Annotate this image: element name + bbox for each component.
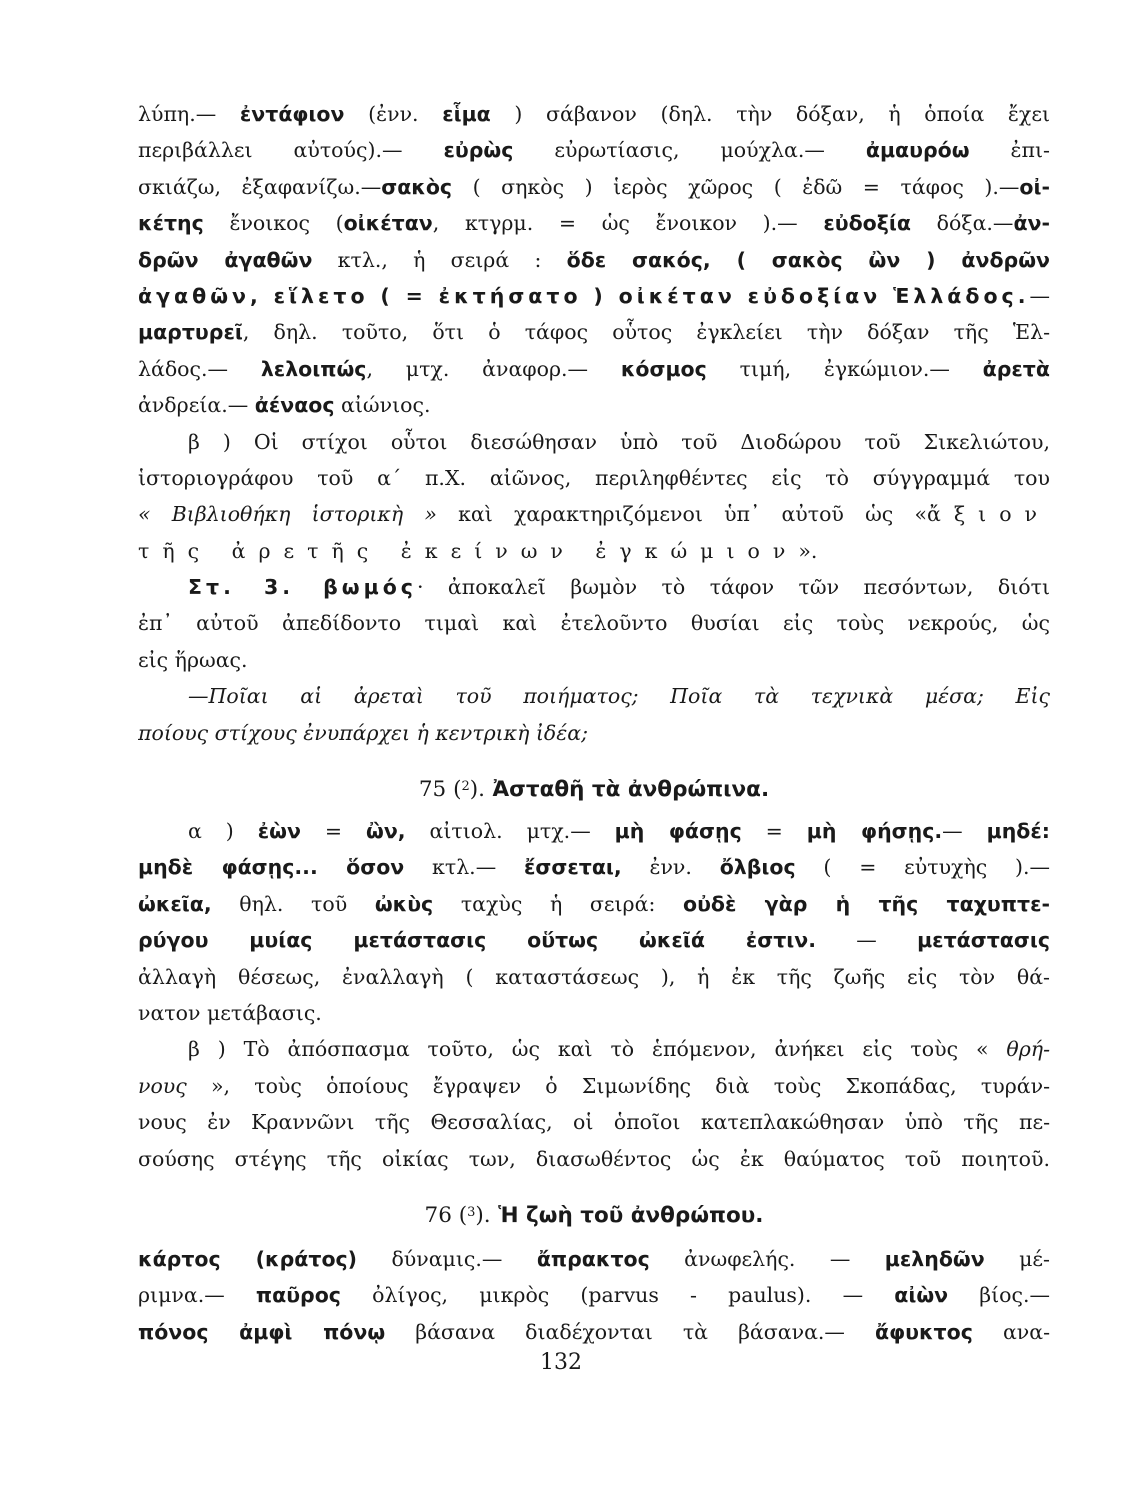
text-line: τῆς ἀρετῆς ἐκείνων ἐγκώμιον». bbox=[138, 538, 818, 563]
text-line: ἀλλαγὴ θέσεως, ἐναλλαγὴ ( καταστάσεως ), ἡ ἐκ τῆς ζωῆς εἰς τὸν θά- bbox=[138, 964, 1050, 989]
text-line: κέτης ἔνοικος (οἰκέταν, κτγρμ. = ὡς ἔνοικον ).— εὐδοξία δόξα.—ἀν- bbox=[138, 211, 1050, 236]
text-line: Στ. 3. βωμός· ἀποκαλεῖ βωμὸν τὸ τάφον τῶν πεσόντων, διότι bbox=[188, 575, 1050, 600]
text-line: β ) Τὸ ἀπόσπασμα τοῦτο, ὡς καὶ τὸ ἑπόμενον, ἀνήκει εἰς τοὺς « θρή- bbox=[188, 1037, 1050, 1062]
text-line: πόνος ἀμφὶ πόνῳ βάσανα διαδέχονται τὰ βάσανα.— ἄφυκτος ανα- bbox=[138, 1319, 1050, 1344]
text-line: ρύγου μυίας μετάστασις οὕτως ὠκεῖά ἐστιν. — μετάστασις bbox=[138, 928, 1050, 953]
question-line: ποίους στίχους ἐνυπάρχει ἡ κεντρικὴ ἰδέα; bbox=[138, 720, 589, 745]
text-line: νους », τοὺς ὁποίους ἔγραψεν ὁ Σιμωνίδης διὰ τοὺς Σκοπάδας, τυράν- bbox=[138, 1073, 1050, 1098]
text-line: κάρτος (κράτος) δύναμις.— ἄπρακτος ἀνωφελής. — μεληδῶν μέ- bbox=[138, 1246, 1050, 1271]
section-heading-75: 75 ($^2$). Ἀσταθῆ τὰ ἀνθρώπινα. bbox=[418, 777, 770, 803]
text-line: νατον μετάβασις. bbox=[138, 1000, 322, 1025]
text-line: μαρτυρεῖ, δηλ. τοῦτο, ὅτι ὁ τάφος οὗτος ἐγκλείει τὴν δόξαν τῆς Ἑλ- bbox=[138, 320, 1050, 345]
text-line: α ) ἐὼν = ὢν, αἰτιολ. μτχ.— μὴ φάσῃς = μὴ φήσῃς.— μηδέ: bbox=[188, 819, 1050, 844]
text-line: σκιάζω, ἐξαφανίζω.—σακὸς ( σηκὸς ) ἱερὸς χῶρος ( ἐδῶ = τάφος ).—οἰ- bbox=[138, 174, 1050, 199]
text-line: εἰς ἥρωας. bbox=[138, 647, 248, 672]
text-line: δρῶν ἀγαθῶν κτλ., ἡ σειρά : ὅδε σακός, ( σακὸς ὢν ) ἀνδρῶν bbox=[138, 247, 1050, 272]
page-number: 132 bbox=[540, 1350, 582, 1375]
text-line: ριμνα.— παῦρος ὀλίγος, μικρὸς (parvus - paulus). — αἰὼν βίος.— bbox=[138, 1283, 1050, 1308]
text-line: ἀγαθῶν, εἵλετο ( = ἐκτήσατο ) οἰκέταν εὐδοξίαν Ἑλλάδος.— bbox=[138, 283, 1050, 308]
text-line: νους ἐν Κραννῶνι τῆς Θεσσαλίας, οἱ ὁποῖοι κατεπλακώθησαν ὑπὸ τῆς πε- bbox=[138, 1110, 1050, 1135]
text-line: ὠκεῖα, θηλ. τοῦ ὠκὺς ταχὺς ἡ σειρά: οὐδὲ γὰρ ἡ τῆς ταχυπτε- bbox=[138, 891, 1050, 916]
section-heading-76: 76 ($^3$). Ἡ ζωὴ τοῦ ἀνθρώπου. bbox=[424, 1202, 764, 1228]
text-line: λάδος.— λελοιπώς, μτχ. ἀναφορ.— κόσμος τιμή, ἐγκώμιον.— ἀρετὰ bbox=[138, 356, 1050, 381]
text-line: ἱστοριογράφου τοῦ α΄ π.Χ. αἰῶνος, περιληφθέντες εἰς τὸ σύγγραμμά του bbox=[138, 465, 1050, 490]
text-line: « Βιβλιοθήκη ἱστορικὴ » καὶ χαρακτηριζόμενοι ὑπ᾽ αὐτοῦ ὡς «ἄξιον bbox=[138, 502, 1050, 527]
text-line: ἐπ᾽ αὐτοῦ ἀπεδίδοντο τιμαὶ καὶ ἐτελοῦντο θυσίαι εἰς τοὺς νεκρούς, ὡς bbox=[138, 611, 1050, 636]
question-line: —Ποῖαι αἱ ἀρεταὶ τοῦ ποιήματος; Ποῖα τὰ τεχνικὰ μέσα; Εἰς bbox=[188, 684, 1050, 709]
page-body bbox=[138, 96, 1050, 1350]
text-line: λύπη.— ἐντάφιον (ἐνν. εἷμα ) σάβανον (δηλ. τὴν δόξαν, ἡ ὁποία ἔχει bbox=[138, 102, 1050, 126]
text-line: ἀνδρεία.— ἀέναος αἰώνιος. bbox=[138, 393, 431, 418]
text-line: μηδὲ φάσῃς... ὅσον κτλ.— ἔσσεται, ἐνν. ὄλβιος ( = εὐτυχὴς ).— bbox=[138, 855, 1050, 880]
text-line: β ) Οἱ στίχοι οὗτοι διεσώθησαν ὑπὸ τοῦ Διοδώρου τοῦ Σικελιώτου, bbox=[188, 429, 1050, 454]
text-line: σούσης στέγης τῆς οἰκίας των, διασωθέντος ὡς ἐκ θαύματος τοῦ ποιητοῦ. bbox=[138, 1146, 1050, 1171]
text-line: περιβάλλει αὐτούς).— εὐρὼς εὐρωτίασις, μούχλα.— ἀμαυρόω ἐπι- bbox=[138, 138, 1050, 163]
